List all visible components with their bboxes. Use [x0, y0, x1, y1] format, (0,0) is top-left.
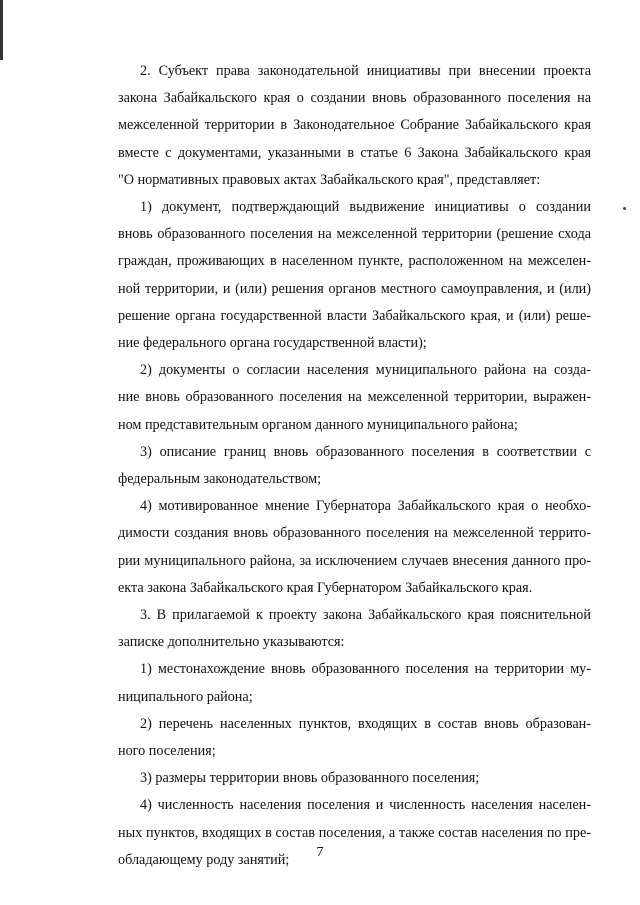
document-body: [118, 58, 591, 874]
text-line: граждан, проживающих в населенном пункте, расположенном на межселен-: [118, 253, 591, 270]
text-line: ном представительным органом данного муниципального района;: [118, 416, 518, 433]
text-line: обладающему роду занятий;: [118, 851, 290, 868]
paragraph: [118, 711, 591, 765]
text-line: 3) описание границ вновь образованного поселения в соответствии с: [140, 443, 591, 460]
scan-speck: [623, 207, 626, 210]
paragraph: [118, 194, 591, 357]
text-line: решение органа государственной власти Забайкальского края, и (или) реше-: [118, 307, 591, 324]
text-line: 4) численность населения поселения и численность населения населен-: [140, 797, 591, 814]
text-line: записке дополнительно указываются:: [118, 634, 345, 651]
text-line: федеральным законодательством;: [118, 471, 322, 488]
paragraph: [118, 765, 591, 792]
text-line: 2. Субъект права законодательной инициативы при внесении проекта: [140, 63, 591, 79]
text-line: екта закона Забайкальского края Губернатором Забайкальского края.: [118, 579, 533, 596]
paragraph: [118, 792, 591, 874]
text-line: закона Забайкальского края о создании вновь образованного поселения на: [118, 90, 591, 107]
text-line: ных пунктов, входящих в состав поселения, а также состав населения по пре-: [118, 824, 591, 841]
text-line: 2) перечень населенных пунктов, входящих в состав вновь образован-: [140, 715, 591, 732]
page-number: 7: [316, 845, 324, 860]
text-line: 1) документ, подтверждающий выдвижение инициативы о создании: [140, 199, 591, 216]
text-line: межселенной территории в Законодательное Собрание Забайкальского края: [118, 117, 591, 134]
text-line: 2) документы о согласии населения муниципального района на созда-: [140, 362, 591, 379]
text-line: ного поселения;: [118, 743, 216, 760]
scan-edge-mark: [0, 0, 3, 60]
text-line: ние вновь образованного поселения на межселенной территории, выражен-: [118, 389, 591, 406]
text-line: димости создания вновь образованного поселения на межселенной террито-: [118, 525, 591, 542]
text-line: 3. В прилагаемой к проекту закона Забайкальского края пояснительной: [140, 607, 591, 624]
paragraph: [118, 602, 591, 656]
paragraph: [118, 439, 591, 493]
paragraph: [118, 357, 591, 439]
text-line: ниципального района;: [118, 688, 253, 705]
text-line: вместе с документами, указанными в статье 6 Закона Забайкальского края: [118, 144, 591, 161]
paragraph: [118, 656, 591, 710]
text-line: вновь образованного поселения на межселенной территории (решение схода: [118, 226, 591, 243]
text-line: 1) местонахождение вновь образованного поселения на территории му-: [140, 661, 591, 678]
paragraph: [118, 493, 591, 602]
text-line: 4) мотивированное мнение Губернатора Забайкальского края о необхо-: [140, 498, 591, 515]
text-line: "О нормативных правовых актах Забайкальского края", представляет:: [118, 171, 541, 188]
text-line: ной территории, и (или) решения органов местного самоуправления, и (или): [118, 280, 591, 297]
text-line: рии муниципального района, за исключением случаев внесения данного про-: [118, 552, 591, 569]
text-line: ние федерального органа государственной власти);: [118, 335, 427, 352]
text-line: 3) размеры территории вновь образованного поселения;: [140, 770, 480, 787]
paragraph: [118, 58, 591, 194]
